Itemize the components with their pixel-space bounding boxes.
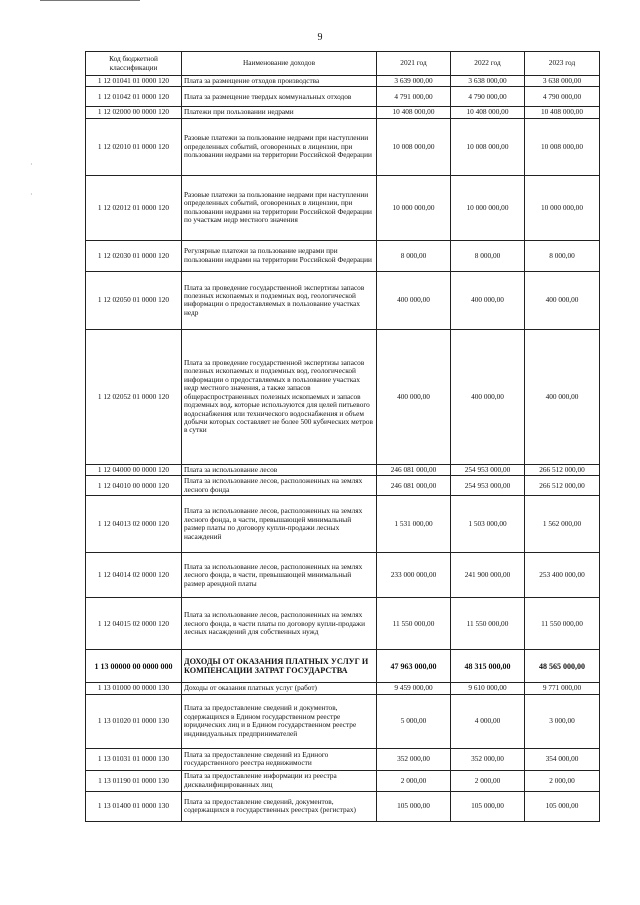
- row-code: 1 13 01020 01 0000 130: [86, 694, 182, 748]
- row-value-2021: 47 963 000,00: [377, 650, 451, 683]
- row-name: Плата за проведение государственной экспертизы запасов полезных ископаемых и подземных вод, геологической информации о предоставляемых в пользование участках недр местного значения, а также запасов общераспространенных полезных ископаемых и запасов подземных вод, которые используются для целей питьевого водоснабжения или технического водоснабжения и объем добычи которых составляет не более 500 кубических метров в сутки: [182, 329, 377, 464]
- table-row: [86, 694, 600, 748]
- row-value-2023: 3 638 000,00: [525, 76, 600, 87]
- table-row: [86, 683, 600, 694]
- row-name: Плата за использование лесов, расположенных на землях лесного фонда, в части, превышающей минимальный размер арендной платы: [182, 553, 377, 598]
- table-body: [86, 76, 600, 822]
- row-name: Платежи при пользовании недрами: [182, 107, 377, 118]
- header-2021: 2021 год: [377, 52, 451, 76]
- row-value-2022: 10 408 000,00: [451, 107, 525, 118]
- row-code: 1 12 04010 00 0000 120: [86, 476, 182, 496]
- row-code: 1 12 04000 00 0000 120: [86, 464, 182, 475]
- header-2023: 2023 год: [525, 52, 600, 76]
- table-header-row: [86, 52, 600, 76]
- row-value-2021: 2 000,00: [377, 770, 451, 791]
- row-value-2023: 1 562 000,00: [525, 496, 600, 553]
- row-name: Плата за использование лесов, расположенных на землях лесного фонда, в части платы по договору купли-продажи лесных насаждений для собственных нужд: [182, 598, 377, 650]
- row-value-2023: 105 000,00: [525, 791, 600, 821]
- row-value-2022: 254 953 000,00: [451, 464, 525, 475]
- row-code: 1 12 04015 02 0000 120: [86, 598, 182, 650]
- row-name: Плата за размещение отходов производства: [182, 76, 377, 87]
- row-value-2021: 105 000,00: [377, 791, 451, 821]
- row-value-2022: 241 900 000,00: [451, 553, 525, 598]
- page-number: 9: [317, 32, 323, 43]
- table-row: [86, 748, 600, 770]
- row-value-2023: 266 512 000,00: [525, 464, 600, 475]
- table-row: [86, 598, 600, 650]
- row-code: 1 12 02010 01 0000 120: [86, 118, 182, 175]
- row-value-2022: 8 000,00: [451, 240, 525, 271]
- row-value-2023: 10 000 000,00: [525, 175, 600, 240]
- row-value-2022: 10 008 000,00: [451, 118, 525, 175]
- row-code: 1 12 04013 02 0000 120: [86, 496, 182, 553]
- row-value-2021: 4 791 000,00: [377, 87, 451, 107]
- row-name: Доходы от оказания платных услуг (работ): [182, 683, 377, 694]
- row-value-2021: 400 000,00: [377, 271, 451, 329]
- row-name: Плата за использование лесов, расположенных на землях лесного фонда, в части, превышающей минимальный размер платы по договору купли-продажи лесных насаждений: [182, 496, 377, 553]
- table-row: [86, 76, 600, 87]
- row-code: 1 12 04014 02 0000 120: [86, 553, 182, 598]
- row-value-2023: 11 550 000,00: [525, 598, 600, 650]
- row-value-2023: 266 512 000,00: [525, 476, 600, 496]
- row-code: 1 13 01400 01 0000 130: [86, 791, 182, 821]
- row-value-2022: 3 638 000,00: [451, 76, 525, 87]
- row-value-2022: 10 000 000,00: [451, 175, 525, 240]
- row-value-2022: 11 550 000,00: [451, 598, 525, 650]
- row-value-2021: 3 639 000,00: [377, 76, 451, 87]
- row-value-2021: 400 000,00: [377, 329, 451, 464]
- row-value-2023: 354 000,00: [525, 748, 600, 770]
- row-value-2023: 8 000,00: [525, 240, 600, 271]
- row-name: Плата за использование лесов: [182, 464, 377, 475]
- row-value-2022: 105 000,00: [451, 791, 525, 821]
- row-value-2023: 10 408 000,00: [525, 107, 600, 118]
- row-code: 1 13 01190 01 0000 130: [86, 770, 182, 791]
- row-code: 1 13 01000 00 0000 130: [86, 683, 182, 694]
- table-row: [86, 87, 600, 107]
- table-row: [86, 496, 600, 553]
- row-value-2022: 254 953 000,00: [451, 476, 525, 496]
- row-value-2021: 246 081 000,00: [377, 476, 451, 496]
- table-row: [86, 240, 600, 271]
- row-value-2021: 10 408 000,00: [377, 107, 451, 118]
- table-row: [86, 107, 600, 118]
- row-name: Плата за предоставление сведений из Единого государственного реестра недвижимости: [182, 748, 377, 770]
- header-name: Наименование доходов: [182, 52, 377, 76]
- row-code: 1 12 02000 00 0000 120: [86, 107, 182, 118]
- row-value-2021: 10 000 000,00: [377, 175, 451, 240]
- row-value-2022: 4 000,00: [451, 694, 525, 748]
- row-value-2022: 2 000,00: [451, 770, 525, 791]
- row-code: 1 12 02012 01 0000 120: [86, 175, 182, 240]
- top-edge-line: [40, 0, 140, 1]
- row-name: Плата за предоставление информации из реестра дисквалифицированных лиц: [182, 770, 377, 791]
- row-name: Разовые платежи за пользование недрами при наступлении определенных событий, оговоренных в лицензии, при пользовании недрами на территории Российской Федерации по участкам недр местного значения: [182, 175, 377, 240]
- row-value-2021: 352 000,00: [377, 748, 451, 770]
- row-value-2023: 400 000,00: [525, 329, 600, 464]
- row-value-2022: 1 503 000,00: [451, 496, 525, 553]
- row-code: 1 12 01042 01 0000 120: [86, 87, 182, 107]
- row-value-2022: 9 610 000,00: [451, 683, 525, 694]
- table-row: [86, 329, 600, 464]
- row-code: 1 12 02052 01 0000 120: [86, 329, 182, 464]
- row-name: Плата за предоставление сведений и документов, содержащихся в Едином государственном реестре юридических лиц и в Едином государственном реестре индивидуальных предпринимателей: [182, 694, 377, 748]
- row-name: ДОХОДЫ ОТ ОКАЗАНИЯ ПЛАТНЫХ УСЛУГ И КОМПЕНСАЦИИ ЗАТРАТ ГОСУДАРСТВА: [182, 650, 377, 683]
- row-value-2023: 400 000,00: [525, 271, 600, 329]
- row-value-2021: 1 531 000,00: [377, 496, 451, 553]
- table-row: [86, 553, 600, 598]
- row-value-2021: 9 459 000,00: [377, 683, 451, 694]
- header-2022: 2022 год: [451, 52, 525, 76]
- row-value-2023: 2 000,00: [525, 770, 600, 791]
- margin-mark: ·: [30, 160, 33, 169]
- row-code: 1 12 01041 01 0000 120: [86, 76, 182, 87]
- table-row: [86, 770, 600, 791]
- table-row: [86, 476, 600, 496]
- row-name: Плата за использование лесов, расположенных на землях лесного фонда: [182, 476, 377, 496]
- row-name: Регулярные платежи за пользование недрами при пользовании недрами на территории Российской Федерации: [182, 240, 377, 271]
- row-name: Плата за предоставление сведений, документов, содержащихся в государственных реестрах (регистрах): [182, 791, 377, 821]
- row-value-2022: 352 000,00: [451, 748, 525, 770]
- row-value-2023: 9 771 000,00: [525, 683, 600, 694]
- table-row: [86, 650, 600, 683]
- row-value-2021: 8 000,00: [377, 240, 451, 271]
- table-row: [86, 791, 600, 821]
- row-value-2022: 400 000,00: [451, 329, 525, 464]
- row-value-2023: 4 790 000,00: [525, 87, 600, 107]
- row-value-2021: 11 550 000,00: [377, 598, 451, 650]
- row-value-2022: 48 315 000,00: [451, 650, 525, 683]
- row-value-2023: 10 008 000,00: [525, 118, 600, 175]
- row-value-2022: 400 000,00: [451, 271, 525, 329]
- row-name: Плата за проведение государственной экспертизы запасов полезных ископаемых и подземных вод, геологической информации о предоставляемых в пользование участках недр: [182, 271, 377, 329]
- row-value-2023: 253 400 000,00: [525, 553, 600, 598]
- row-value-2021: 10 008 000,00: [377, 118, 451, 175]
- table-row: [86, 175, 600, 240]
- header-code: Код бюджетной классификации: [86, 52, 182, 76]
- row-name: Плата за размещение твердых коммунальных отходов: [182, 87, 377, 107]
- row-code: 1 13 00000 00 0000 000: [86, 650, 182, 683]
- row-code: 1 12 02030 01 0000 120: [86, 240, 182, 271]
- row-value-2022: 4 790 000,00: [451, 87, 525, 107]
- row-code: 1 12 02050 01 0000 120: [86, 271, 182, 329]
- margin-mark: ·: [30, 190, 33, 199]
- table-row: [86, 118, 600, 175]
- row-value-2023: 3 000,00: [525, 694, 600, 748]
- row-value-2021: 233 000 000,00: [377, 553, 451, 598]
- row-value-2021: 5 000,00: [377, 694, 451, 748]
- revenue-table: [85, 51, 600, 822]
- table-row: [86, 271, 600, 329]
- table-row: [86, 464, 600, 475]
- row-value-2021: 246 081 000,00: [377, 464, 451, 475]
- row-code: 1 13 01031 01 0000 130: [86, 748, 182, 770]
- row-name: Разовые платежи за пользование недрами при наступлении определенных событий, оговоренных в лицензии, при пользовании недрами на территории Российской Федерации: [182, 118, 377, 175]
- row-value-2023: 48 565 000,00: [525, 650, 600, 683]
